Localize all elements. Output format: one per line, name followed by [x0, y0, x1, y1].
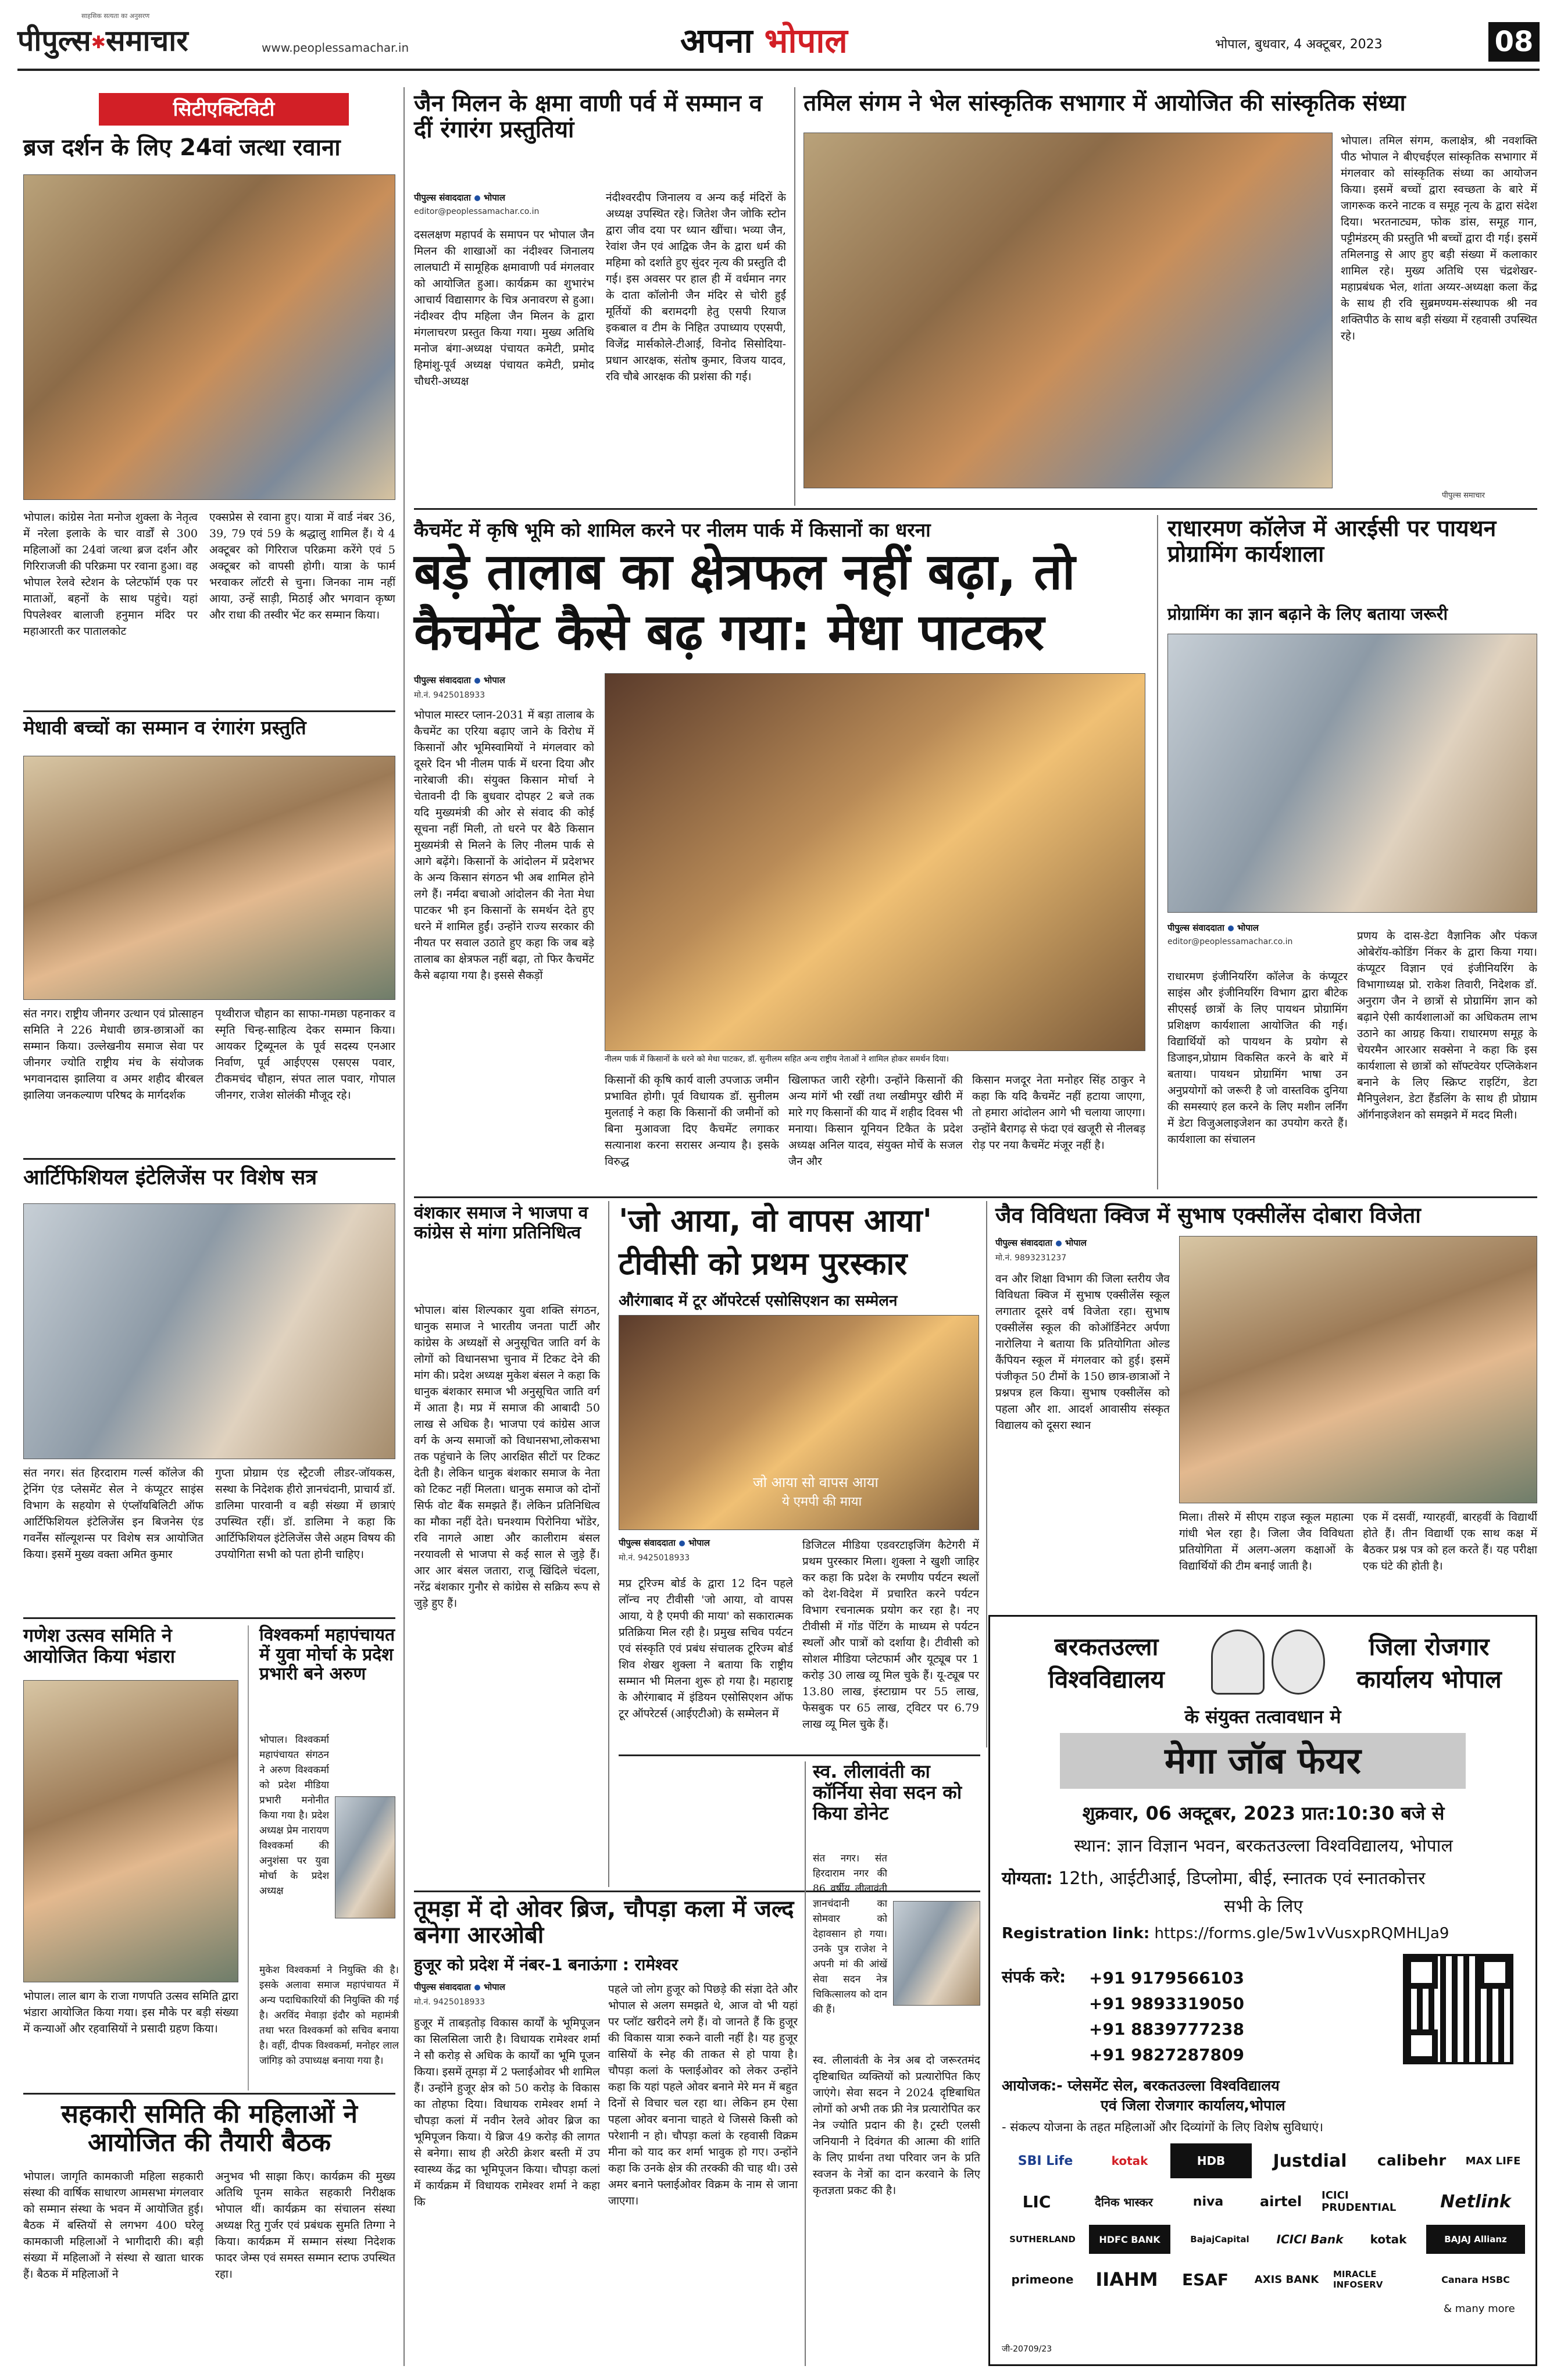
dateline: भोपाल, बुधवार, 4 अक्टूबर, 2023 — [1215, 37, 1383, 52]
column-rule — [794, 87, 795, 506]
divider — [414, 508, 1537, 510]
masthead-rule — [17, 69, 1540, 71]
logo-airtel: airtel — [1259, 2193, 1302, 2210]
ad-org-right — [1333, 1631, 1525, 1696]
radharaman-photo — [1167, 634, 1537, 913]
ad-registration — [1002, 1925, 1525, 1942]
byline-name: पीपुल्स संवाददाता — [414, 1982, 471, 1992]
city-activity-label: सिटीएक्टिविटी — [99, 93, 349, 126]
ad-eligibility-label: योग्यता: — [1002, 1868, 1053, 1889]
byline-dot-icon — [1228, 925, 1234, 931]
logo-axis-bank: AXIS BANK — [1254, 2273, 1319, 2286]
ai-photo — [23, 1203, 395, 1459]
logo-justdial: Justdial — [1273, 2150, 1347, 2171]
radharaman-deck: प्रोग्रामिंग का ज्ञान बढ़ाने के लिए बताया जरूरी — [1167, 604, 1448, 624]
ad-organizer — [1002, 2076, 1525, 2115]
ad-scheme: - संकल्प योजना के तहत महिलाओं और दिव्यांगों के लिए विशेष सुविधाएं। — [1002, 2120, 1323, 2134]
logo-dainik-bhaskar: दैनिक भास्कर — [1095, 2195, 1153, 2209]
logo-sutherland: SUTHERLAND — [1009, 2234, 1076, 2245]
logo-bajaj-allianz: BAJAJ Allianz — [1426, 2225, 1525, 2254]
radharaman-col2: प्रणय के दास-डेटा वैज्ञानिक और पंकज ओबेरॉय-कोडिंग निंकर के द्वारा किया गया। कंप्यूटर विज्ञान एवं इंजीनियरिंग के विभागाध्यक्ष प्रो. राकेश तिवारी, निदेशक डॉ. अनुराग जैन ने छात्रों से प्रोग्रामिंग ज्ञान को बढ़ाने ऐसी कार्यशालाओं का अधिकतम लाभ उठाने का आग्रह किया। राधारमण समूह के चेयरमैन आरआर सक्सेना ने कहा कि इस कार्यशाला से छात्रों को सॉफ्टवेयर एप्लिकेशन बनाने के लिए स्क्रिप्ट राइटिंग, डेटा मैनिपुलेशन, डेटा हैंडलिंग के साथ ही प्रोग्राम ऑर्गनाइजेशन को समझने में मदद मिली। — [1357, 930, 1537, 1121]
tvc-mobile: मो.नं. 9425018933 — [619, 1553, 690, 1563]
byline-place: भोपाल — [483, 192, 505, 203]
ad-eligibility-value: 12th, आईटीआई, डिप्लोमा, बीई, स्नातक एवं स्नातकोत्तर — [1058, 1868, 1426, 1889]
ad-venue: स्थान: ज्ञान विज्ञान भवन, बरकतउल्ला विश्वविद्यालय, भोपाल — [1074, 1836, 1453, 1856]
jaiv-col2: मिला। तीसरे में सीएम राइज स्कूल महात्मा गांधी भेल रहा है। जिला जैव विविधता प्रतियोगिता में अलग-अलग कक्षाओं के विद्यार्थियों की टीम बनाई जाती है। — [1179, 1511, 1354, 1573]
logo-hdb: HDB — [1170, 2143, 1252, 2178]
logo-star-icon: ✱ — [91, 33, 106, 53]
logo-primeone: primeone — [1011, 2272, 1074, 2286]
tamil-text: भोपाल। तमिल संगम, कलाक्षेत्र, श्री नवशक्ति पीठ भोपाल ने बीएचईएल सांस्कृतिक सभागार में मंगलवार को सांस्कृतिक संध्या का आयोजन किया। इसमें बच्चों द्वारा स्वच्छता के बारे में जागरूक करने नाटक व समूह नृत्य के द्वारा संदेश दिया। भरतनाट्यम, फोक डांस, समूह गान, पट्टीमंडरम् की प्रस्तुति भी बच्चों द्वारा दी गई। इसमें तमिलनाडु से आए हुए बड़ी संख्या में कलाकार शामिल रहे। मुख्य अतिथि एस चंद्रशेखर-महाप्रबंधक भेल, शांता अय्यर-अध्यक्षा कला केंद्र के साथ ही रवि सुब्रमण्यम-संस्थापक श्री नव शक्तिपीठ के साथ बड़ी संख्या में रहवासी उपस्थित रहे। — [1341, 134, 1537, 342]
tumda-deck: हुजूर को प्रदेश में नंबर-1 बनाऊंगा : रामेश्वर — [414, 1955, 678, 1974]
masthead-website[interactable]: www.peoplessamachar.in — [262, 41, 409, 55]
logo-canara-hsbc: Canara HSBC — [1441, 2274, 1510, 2285]
meritorious-col1: संत नगर। राष्ट्रीय जीनगर उत्थान एवं प्रोत्साहन समिति ने 226 मेधावी छात्र-छात्राओं का सम्मान किया। उल्लेखनीय समाज सेवा पर जीनगर ज्योति राष्ट्रीय मंच के संयोजक भगवानदास झालिया व अमर शहीद बीरबल झालिया जनकल्याण परिषद के मार्गदर्शक — [23, 1007, 203, 1102]
byline-name: पीपुल्स संवाददाता — [1167, 923, 1224, 933]
masthead-logo-left: पीपुल्स — [17, 24, 91, 58]
vishwakarma-text2: मुकेश विश्वकर्मा ने नियुक्ति की है। इसके अलावा समाज महापंचायत में अन्य पदाधिकारियों की नियुक्ति की गई है। अरविंद मेवाड़ा इंदौर को महामंत्री तथा भरत विश्वकर्मा को सचिव बनाया है। वहीं, दीपक विश्वकर्मा, मनोहर लाल जांगिड़ को उपाध्यक्ष बनाया गया है। — [259, 1964, 399, 2067]
tvc-image-text-2: ये एमपी की माया — [782, 1495, 862, 1509]
section-title-a: अपना — [680, 21, 765, 60]
logo-max-life: MAX LIFE — [1465, 2154, 1521, 2167]
ad-phone[interactable]: +91 9827287809 — [1089, 2045, 1244, 2064]
medha-headline-1: बड़े तालाब का क्षेत्रफल नहीं बढ़ा, तो — [414, 543, 1076, 601]
tvc-col2: डिजिटल मीडिया एडवरटाइजिंग कैटेगरी में प्रथम पुरस्कार मिला। शुक्ला ने खुशी जाहिर कर कहा कि प्रदेश के रमणीय पर्यटन स्थलों को देश-विदेश में प्रचारित करने पर्यटन विभाग रचनात्मक प्रयोग कर रहा है। नए टीवीसी में गोंड पेंटिंग के माध्यम से पर्यटन स्थलों और पात्रों को दर्शाया है। टीवीसी को सोशल मीडिया प्लेटफार्म और यूट्यूब पर 1 करोड़ 30 लाख व्यू मिल चुके हैं। यू-ट्यूब पर 13.80 लाख, इंस्टाग्राम पर 55 लाख, फेसबुक पर 65 लाख, ट्विटर पर 6.79 लाख व्यू मिल चुके हैं। — [802, 1539, 979, 1731]
ad-org-left — [1013, 1631, 1199, 1696]
city-activity-col1: भोपाल। कांग्रेस नेता मनोज शुक्ला के नेतृत्व में नरेला इलाके के चार वार्डों से 300 महिलाओं का 24वां जत्था ब्रज दर्शन और गिरिराजजी की परिक्रमा पर रवाना हुआ। वह भोपाल रेलवे स्टेशन के प्लेटफॉर्म एक पर माताओं, बहनों के साथ पहुंचे। यहां पिपलेश्वर बालाजी हनुमान मंदिर पर महाआरती कर पातालकोट — [23, 511, 198, 638]
medha-dharna-photo — [605, 673, 1145, 1051]
leelawanti-text2: स्व. लीलावंती के नेत्र अब दो जरूरतमंद दृष्टिबाधित व्यक्तियों को प्रत्यारोपित किए जाएंगे। सेवा सदन ने 2024 दृष्टिबाधित लोगों को अभी तक फ्री नेत्र प्रत्यारोपित कर नेत्र ज्योति प्रदान की है। ट्रस्टी एलसी जनियानी ने दिवंगत की आत्मा की शांति के लिए प्रार्थना तथा परिवार जन के प्रति स्वजन के नेत्रों का दान करवाने के लिए कृतज्ञता प्रकट की है। — [813, 2054, 980, 2197]
divider — [23, 1158, 395, 1160]
medha-col3: खिलाफत जारी रहेगी। उन्होंने किसानों की अन्य मांगें भी रखीं तथा लखीमपुर खीरी में मारे गए किसानों की याद में शहीद दिवस भी मनाया। किसान यूनियन टिकैत के प्रदेश अध्यक्ष अनिल यादव, संयुक्त मोर्चे के सजल जैन और — [788, 1074, 963, 1168]
medha-caption: नीलम पार्क में किसानों के धरने को मेधा पाटकर, डॉ. सुनीलम सहित अन्य राष्ट्रीय नेताओं ने शामिल होकर समर्थन दिया। — [605, 1053, 1145, 1067]
radharaman-headline: राधारमण कॉलेज में आरईसी पर पायथन प्रोग्रामिंग कार्यशाला — [1167, 516, 1497, 567]
section-title — [680, 16, 848, 62]
byline-name: पीपुल्स संवाददाता — [414, 192, 471, 203]
jaiv-col1: वन और शिक्षा विभाग की जिला स्तरीय जैव विविधता क्विज में सुभाष एक्सीलेंस स्कूल लगातार दूसरे वर्ष विजेता रहा। सुभाष एक्सीलेंस स्कूल की कोऑर्डिनेटर अर्पणा नारोलिया ने बताया कि प्रतियोगिता ओल्ड कैंपियन स्कूल में मंगलवार को हुई। इसमें पंजीकृत 50 टीमों के 150 छात्र-छात्राओं ने प्रश्नपत्र हल किया। सुभाष एक्सीलेंस को पहला और शा. आदर्श आवासीय संस्कृत विद्यालय को दूसरा स्थान — [995, 1273, 1170, 1432]
byline-place: भोपाल — [688, 1538, 710, 1548]
jain-col1: दसलक्षण महापर्व के समापन पर भोपाल जैन मिलन की शाखाओं का नंदीश्वर जिनालय लालघाटी में सामूहिक क्षमावाणी पर्व मंगलवार को आयोजित हुआ। कार्यक्रम का शुभारंभ आचार्य विद्यासागर के चित्र अनावरण से हुआ। नंदीश्वर दीप महिला जैन मिलन के द्वारा मंगलाचरण प्रस्तुत किया गया। मुख्य अतिथि मनोज बंगा-अध्यक्ष पंचायत कमेटी, प्रमोद हिमांशु-पूर्व अध्यक्ष पंचायत कमेटी, प्रमोद चौधरी-अध्यक्ष — [414, 228, 594, 388]
logo-kotak: kotak — [1111, 2154, 1148, 2168]
ad-eligibility2: सभी के लिए — [1224, 1896, 1303, 1917]
ad-organizer-1: प्लेसमेंट सेल, बरकतउल्ला विश्वविद्यालय — [1067, 2077, 1280, 2094]
ad-org1-line1: बरकतउल्ला — [1054, 1632, 1159, 1661]
jain-col2: नंदीश्वरदीप जिनालय व अन्य कई मंदिरों के अध्यक्ष उपस्थित रहे। जितेश जैन जोकि स्टोन द्वारा जीव दया पर ध्यान खींचा। भव्या जैन, रेवांश जैन एवं आद्विक जैन के द्वारा धर्म की महिमा को दर्शाते हुए सुंदर नृत्य की प्रस्तुति दी गई। इस अवसर पर हाल ही में वर्धमान नगर के दाता कॉलोनी जैन मंदिर से चोरी हुईं मूर्तियों की बरामदगी हेतु एसपी रियाज इकबाल व टीम के निहित उपाध्याय एएसपी, विजेंद्र मार्सकोले-टीआई, विनोद सिसोदिया-प्रधान आरक्षक, संतोष कुमार, विजय यादव, रवि चौबे आरक्षक की प्रशंसा की गई। — [606, 191, 786, 383]
divider — [23, 710, 395, 712]
ad-joint: के संयुक्त तत्वावधान मे — [1184, 1706, 1341, 1728]
column-rule — [986, 1201, 987, 1748]
jain-headline: जैन मिलन के क्षमा वाणी पर्व में सम्मान व दीं रंगारंग प्रस्तुतियां — [414, 90, 763, 143]
ad-org2-line1: जिला रोजगार — [1369, 1632, 1490, 1661]
logo-lic: LIC — [1022, 2192, 1051, 2211]
tvc-byline — [619, 1537, 793, 1549]
qr-code-icon[interactable] — [1403, 1954, 1513, 2064]
jaiv-col3: एक में दसवीं, ग्यारहवीं, बारहवीं के विद्यार्थी होते हैं। तीन विद्यार्थी एक साथ कक्ष में बैठकर प्रश्न पत्र को हल करते हैं। यह परीक्षा एक घंटे की होती है। — [1363, 1511, 1537, 1573]
divider — [414, 1196, 1537, 1198]
tvc-headline-2: टीवीसी को प्रथम पुरस्कार — [619, 1245, 908, 1282]
masthead-logo — [17, 20, 188, 59]
ad-phone[interactable]: +91 8839777238 — [1089, 2020, 1244, 2039]
tvc-col1: मप्र टूरिज्म बोर्ड के द्वारा 12 दिन पहले लॉन्च नए टीवीसी 'जो आया, वो वापस आया, ये है एमपी की माया' को सकारात्मक प्रतिक्रिया मिल रही है। प्रमुख सचिव पर्यटन एवं संस्कृति एवं प्रबंध संचालक टूरिज्म बोर्ड शिव शेखर शुक्ला ने बताया कि राष्ट्रीय सम्मान भी मिलना शुरू हो गया है। महाराष्ट्र के औरंगाबाद में इंडियन एसोसिएशन ऑफ टूर ऑपरेटर्स (आईएटीओ) के सम्मेलन में — [619, 1577, 793, 1720]
logo-esaf: ESAF — [1181, 2270, 1229, 2289]
page-number: 08 — [1488, 22, 1540, 62]
radharaman-email[interactable]: editor@peoplessamachar.co.in — [1167, 937, 1293, 946]
ad-many-more: & many more — [1444, 2303, 1515, 2315]
column-rule — [1157, 515, 1158, 1189]
sahakari-col1: भोपाल। जागृति कामकाजी महिला सहकारी संस्था की वार्षिक साधारण आमसभा मंगलवार को सम्मान संस्था के भवन में आयोजित हुई। बैठक में बस्तियों से लगभग 400 घरेलू कामकाजी महिलाओं ने भागीदारी की। बड़ी संख्या में महिलाओं ने संस्था से खाता धारक हैं। बैठक में महिलाओं ने — [23, 2170, 203, 2281]
logo-icici-bank: ICICI Bank — [1276, 2232, 1344, 2246]
logo-icici-prudential: ICICI PRUDENTIAL — [1322, 2189, 1397, 2214]
byline-name: पीपुल्स संवाददाता — [414, 675, 471, 685]
vishwakarma-text1: भोपाल। विश्वकर्मा महापंचायत संगठन ने अरुण विश्वकर्मा को प्रदेश मीडिया प्रभारी मनोनीत किया गया है। प्रदेश अध्यक्ष प्रेम नारायण विश्वकर्मा की अनुशंसा पर युवा मोर्चा के प्रदेश अध्यक्ष — [259, 1734, 329, 1897]
column-rule — [403, 87, 405, 2366]
column-rule — [248, 1625, 249, 2090]
tumda-byline — [414, 1981, 588, 1993]
medha-byline — [414, 674, 588, 686]
logo-calibehr: calibehr — [1377, 2152, 1447, 2170]
jaiv-byline — [995, 1237, 1170, 1249]
radharaman-byline — [1167, 922, 1342, 934]
logo-kotak-2: kotak — [1370, 2232, 1407, 2246]
leelawanti-portrait-photo — [893, 1901, 980, 2006]
ganesh-text: भोपाल। लाल बाग के राजा गणपति उत्सव समिति द्वारा भंडारा आयोजित किया गया। इस मौके पर बड़ी संख्या में कन्याओं और रहवासियों ने प्रसादी ग्रहण किया। — [23, 1990, 238, 2035]
ad-phone[interactable]: +91 9179566103 — [1089, 1968, 1244, 1988]
masthead — [17, 12, 1540, 65]
divider — [619, 1754, 980, 1756]
byline-place: भोपाल — [483, 1982, 505, 1992]
leelawanti-text1: संत नगर। संत हिरदाराम नगर की 86 वर्षीय लीलावंती ज्ञानचंदानी का सोमवार को देहावसान हो गया। उनके पुत्र राजेश ने अपनी मां की आंखें सेवा सदन नेत्र चिकित्सालय को दान की हैं। — [813, 1853, 887, 2016]
divider — [23, 1617, 395, 1619]
ai-col2: गुप्ता प्रोग्राम एंड स्ट्रैटजी लीडर-जॉयकस, सस्था के निदेशक हीरो ज्ञानचंदानी, प्राचार्य डॉ. डालिमा पारवानी व बड़ी संख्या में छात्राएं उपस्थित रहीं। डॉ. डालिमा ने कहा कि आर्टिफिशियल इंटेलिजेंस जैसे अहम विषय की उपयोगिता सभी को पता होनी चाहिए। — [215, 1467, 395, 1561]
logo-miracle-infoserv: MIRACLE INFOSERV — [1333, 2269, 1383, 2290]
ad-ref: जी-20709/23 — [1002, 2345, 1052, 2354]
tvc-ad-image — [619, 1315, 979, 1530]
tumda-col1: हुजूर में ताबड़तोड़ विकास कार्यों के भूमिपूजन का सिलसिला जारी है। विधायक रामेश्वर शर्मा ने सौ करोड़ से अधिक के कार्यों का भूमि पूजन किया। इसमें तूमड़ा में 2 फ्लाईओवर भी शामिल हैं। उन्होंने हुजूर क्षेत्र को 50 करोड़ के विकास का तोहफा दिया। विधायक रामेश्वर शर्मा ने चौपड़ा कलां में नवीन रेलवे ओवर ब्रिज का भूमिपूजन किया। ये ब्रिज 49 करोड़ की लागत से बनेगा। साथ ही अरेठी क्रेशर बस्ती में उप स्वास्थ्य केंद्र का भूमिपूजन किया। चौपड़ा कलां में कार्यक्रम में विधायक रामेश्वर शर्मा ने कहा कि — [414, 2017, 600, 2209]
tumda-col2: पहले जो लोग हुजूर को पिछड़े की संज्ञा देते और भोपाल से अलग समझते थे, आज वो भी यहां पर प्लॉट खरीदने लगे हैं। वो जानते हैं कि हुजूर की विकास यात्रा रुकने वाली नहीं है। यह हुजूर वासियों के स्नेह की ताकत से हो पाया है। चौपड़ा कलां के फ्लाईओवर को लेकर उन्होंने कहा कि यहां पहले ओवर बनाने मेरे मन में बहुत दिनों से विचार चल रहा था। लेकिन हम ऐसा पहला ओवर बनाना चाहते थे जिससे किसी को परेशानी न हो। चौपड़ा कलां के रहवासी विक्रम मीना को याद कर शर्मा भावुक हो गए। उन्होंने कहा कि उनके क्षेत्र की तरक्की की चाह थी। उसे अमर बनाने फ्लाईओवर विक्रम के नाम से जाना जाएगा। — [608, 1983, 798, 2207]
logo-iiahm: IIAHM — [1095, 2268, 1158, 2290]
meritorious-photo — [23, 756, 395, 1000]
byline-name: पीपुल्स संवाददाता — [995, 1238, 1052, 1248]
byline-dot-icon — [679, 1541, 685, 1546]
column-rule — [805, 1761, 806, 2366]
meritorious-headline: मेधावी बच्चों का सम्मान व रंगारंग प्रस्तुति — [23, 716, 306, 739]
ad-phone[interactable]: +91 9893319050 — [1089, 1994, 1244, 2013]
column-rule — [608, 1201, 609, 1887]
medha-kicker: कैचमेंट में कृषि भूमि को शामिल करने पर नीलम पार्क में किसानों का धरना — [414, 519, 931, 541]
leelawanti-headline: स्व. लीलावंती का कॉर्निया सेवा सदन को किया डोनेट — [813, 1760, 962, 1824]
city-activity-headline: ब्रज दर्शन के लिए 24वां जत्था रवाना — [23, 134, 341, 161]
ganesh-headline: गणेश उत्सव समिति ने आयोजित किया भंडारा — [23, 1624, 176, 1667]
masthead-tagline: साहसिक सत्यता का अनुसरण — [81, 12, 150, 20]
jaiv-headline: जैव विविधता क्विज में सुभाष एक्सीलेंस दोबारा विजेता — [995, 1203, 1421, 1228]
ad-organizer-2: एवं जिला रोजगार कार्यालय,भोपाल — [1101, 2097, 1285, 2114]
meritorious-col2: पृथ्वीराज चौहान का साफा-गमछा पहनाकर व स्मृति चिन्ह-साहित्य देकर सम्मान किया। आयकर ट्रिब्यूनल के पूर्व सदस्य एनआर निर्वाण, पूर्व आईएएस एसएस पवार, टीकमचंद चौहान, संपत लाल पवार, गोपाल जीनगर, राजेश सोलंकी मौजूद रहे। — [215, 1007, 395, 1102]
jaiv-photo — [1179, 1236, 1537, 1503]
ad-contact-label: संपर्क करे: — [1002, 1967, 1066, 1986]
jain-byline — [414, 192, 588, 203]
divider — [414, 1891, 980, 1892]
ad-eligibility — [1002, 1866, 1525, 1889]
ai-headline: आर्टिफिशियल इंटेलिजेंस पर विशेष सत्र — [23, 1166, 317, 1189]
city-activity-photo — [23, 174, 395, 500]
radharaman-col1: राधारमण इंजीनियरिंग कॉलेज के कंप्यूटर साइंस और इंजीनियरिंग विभाग द्वारा बीटेक सीएसई छात्रों के लिए पायथन प्रोग्रामिंग प्रशिक्षण कार्यशाला आयोजित की गई। विद्यार्थियों को पायथन के प्रयोग से डिजाइन,प्रोग्राम विकसित करने के बारे में बताया। पायथन प्रोग्रामिंग भाषा उन अनुप्रयोगों को जरूरी है जो वास्तविक दुनिया की समस्याएं हल करने के लिए मशीन लर्निंग में डेटा विजुअलाइजेशन का उपयोग करते हैं। कार्यशाला का संचालन — [1167, 970, 1348, 1146]
divider — [23, 2093, 395, 2095]
sahakari-col2: अनुभव भी साझा किए। कार्यक्रम की मुख्य अतिथि पूनम साकेत सहकारी निरीक्षक भोपाल थीं। कार्यक्रम का संचालन संस्था अध्यक्ष रितु गुर्जर एवं प्रबंधक सुमति तिग्गा ने किया। कार्यक्रम में सम्मान संस्था निदेशक फादर जेम्स एवं समस्त सम्मान स्टाफ उपस्थित रहा। — [215, 2170, 395, 2281]
jain-email[interactable]: editor@peoplessamachar.co.in — [414, 207, 540, 216]
state-emblem-icon — [1272, 1629, 1325, 1695]
arun-portrait-photo — [335, 1796, 395, 1918]
jaiv-mobile: मो.नं. 9893231237 — [995, 1253, 1067, 1263]
vishwakarma-headline: विश्वकर्मा महापंचायत में युवा मोर्चा के प्रदेश प्रभारी बने अरुण — [259, 1625, 395, 1685]
ganesh-photo — [23, 1680, 238, 1982]
logo-sbi-life: SBI Life — [1017, 2153, 1073, 2168]
section-title-b: भोपाल — [764, 21, 848, 60]
sahakari-headline: सहकारी समिति की महिलाओं ने आयोजित की तैयारी बैठक — [61, 2099, 358, 2158]
tamil-headline: तमिल संगम ने भेल सांस्कृतिक सभागार में आयोजित की सांस्कृतिक संध्या — [804, 90, 1406, 116]
byline-place: भोपाल — [1237, 923, 1259, 933]
tumda-headline-block: तूमड़ा में दो ओवर ब्रिज, चौपड़ा कला में जल्द बनेगा आरओबी — [414, 1896, 794, 1949]
tamil-photo — [804, 133, 1333, 488]
vansh-headline: वंशकार समाज ने भाजपा व कांग्रेस से मांगा प्रतिनिधित्व — [414, 1203, 588, 1243]
vansh-text: भोपाल। बांस शिल्पकार युवा शक्ति संगठन, धानुक समाज ने भारतीय जनता पार्टी और कांग्रेस के अध्यक्षों से अनुसूचित जाति वर्ग के लोगों को विधानसभा चुनाव में टिकट देने की मांग की। प्रदेश अध्यक्ष मुकेश बंसल ने कहा कि धानुक बंशकार समाज भी अनुसूचित जाति वर्ग में आता है। मप्र में समाज की आबादी 50 लाख से अधिक है। भाजपा एवं कांग्रेस आज वर्ग के अन्य समाजों को विधानसभा,लोकसभा तक पहुंचाने के लिए आरक्षित सीटों पर टिकट देती है। लेकिन धानुक बंशकार समाज के नेता को टिकट नहीं मिलता। धानुक समाज को दोनों सिर्फ वोट बैंक समझते हैं। लेकिन प्रतिनिधित्व का मौका नहीं देते। घनश्याम पिरोनिया भोंडेर, रवि नागले आष्टा और कालीराम बंसल नरयावली से भाजपा से कई साल से जुड़े हैं। आर आर बंसल जतारा, राजू खिंदिले चंदला, नरेंद्र बंशकार गुनौर से कांग्रेस से सक्रिय रूप से जुड़े हुए हैं। — [414, 1304, 600, 1610]
masthead-logo-right: समाचार — [105, 24, 188, 58]
tumda-mobile: मो.नं. 9425018933 — [414, 1997, 485, 2007]
byline-place: भोपाल — [1065, 1238, 1087, 1248]
byline-dot-icon — [474, 195, 480, 201]
ad-org1-line2: विश्वविद्यालय — [1048, 1665, 1165, 1693]
ai-col1: संत नगर। संत हिरदाराम गर्ल्स कॉलेज की ट्रेनिंग एंड प्लेसमेंट सेल ने कंप्यूटर साइंस विभाग के सहयोग से एंप्लॉयबिलिटी ऑफ आर्टिफिशियल इंटेलिजेंस इन बिजनेस एंड गवर्नेंस सॉल्यूशन्स पर विशेष सत्र आयोजित किया। इसमें मुख्य वक्ता अमित कुमार — [23, 1467, 203, 1561]
job-fair-ad — [988, 1615, 1537, 2366]
ad-phones — [1089, 1966, 1322, 2068]
ad-organizer-label: आयोजक:- — [1002, 2077, 1063, 2094]
byline-dot-icon — [474, 678, 480, 684]
city-activity-col2: एक्सप्रेस से रवाना हुए। यात्रा में वार्ड नंबर 36, 39, 79 एवं 59 के श्रद्धालु शामिल हैं। ये 4 अक्टूबर को गिरिराज परिक्रमा करेंगे एवं 5 अक्टूबर को वापसी होगी। यात्रा के फार्म भरवाकर लॉटरी से चुना। जिनका नाम नहीं आया, उन्हें साड़ी, मिठाई और भगवान कृष्ण और राधा की तस्वीर भेंट कर सम्मान किया। — [209, 511, 395, 621]
medha-col4: किसान मजदूर नेता मनोहर सिंह ठाकुर ने कहा कि यदि कैचमेंट नहीं हटाया जाएगा, तो हमारा आंदोलन आगे भी चलाया जाएगा। उन्होंने बैरागढ़ से फंदा एवं खजूरी से नीलबड़ रोड़ पर नया कैचमेंट मंजूर नहीं है। — [972, 1074, 1145, 1152]
medha-mobile: मो.नं. 9425018933 — [414, 691, 485, 700]
ad-reg-label: Registration link: — [1002, 1925, 1150, 1942]
medha-col1: भोपाल मास्टर प्लान-2031 में बड़ा तालाब के कैचमेंट का एरिया बढ़ाए जाने के विरोध में किसानों और भूमिस्वामियों ने मंगलवार को दूसरे दिन भी नीलम पार्क में धरना दिया और नारेबाजी की। संयुक्त किसान मोर्चा ने चेतावनी दी कि बुधवार दोपहर 2 बजे तक यदि मुख्यमंत्री की ओर से संवाद की कोई सूचना नहीं मिली, तो धरने पर बैठे किसान मुख्यमंत्री से मिलने के लिए नीलम पार्क से आगे बढ़ेंगे। किसानों के आंदोलन में प्रदेशभर के अन्य किसान संगठन भी अब शामिल होने लगे हैं। नर्मदा बचाओ आंदोलन की नेता मेधा पाटकर भी इन किसानों के समर्थन देते हुए धरने में शामिल हुईं। उन्होंने राज्य सरकार की नीयत पर सवाल उठाते हुए कहा कि जब बड़े तालाब का क्षेत्रफल नहीं बढ़ा, तो फिर कैचमेंट कैसे बढ़ाया गया है। इससे सैकड़ों — [414, 709, 594, 982]
logo-hdfc-bank: HDFC BANK — [1089, 2225, 1170, 2254]
logo-bajaj-capital: BajajCapital — [1190, 2234, 1249, 2245]
byline-place: भोपाल — [483, 675, 505, 685]
ad-org2-line2: कार्यालय भोपाल — [1356, 1665, 1502, 1693]
medha-col2: किसानों की कृषि कार्य वाली उपजाऊ जमीन प्रभावित होगी। पूर्व विधायक डॉ. सुनीलम मुलताई ने कहा कि किसानों की जमीनों को बिना मुआवजा दिए कैचमेंट लगाकर सत्यानाश करना सरासर अन्याय है। इसके विरुद्ध — [605, 1074, 779, 1168]
ad-date: शुक्रवार, 06 अक्टूबर, 2023 प्रात:10:30 बजे से — [1082, 1802, 1445, 1824]
logo-netlink: Netlink — [1440, 2191, 1511, 2212]
ad-reg-link[interactable]: https://forms.gle/5w1vVusxpRQMHLJa9 — [1154, 1925, 1449, 1942]
tvc-headline-1: 'जो आया, वो वापस आया' — [619, 1202, 933, 1239]
byline-dot-icon — [474, 1985, 480, 1991]
tvc-deck: औरंगाबाद में टूर ऑपरेटर्स एसोसिएशन का सम्मेलन — [619, 1292, 898, 1310]
tvc-image-text-1: जो आया सो वापस आया — [753, 1474, 879, 1491]
ad-title: मेगा जॉब फेयर — [1060, 1733, 1466, 1789]
medha-headline-2: कैचमेंट कैसे बढ़ गया: मेधा पाटकर — [414, 603, 1045, 662]
byline-name: पीपुल्स संवाददाता — [619, 1538, 676, 1548]
byline-dot-icon — [1056, 1241, 1062, 1246]
tamil-credit: पीपुल्स समाचार — [1442, 491, 1485, 500]
university-emblem-icon — [1211, 1629, 1265, 1695]
logo-niva: niva — [1192, 2194, 1224, 2209]
